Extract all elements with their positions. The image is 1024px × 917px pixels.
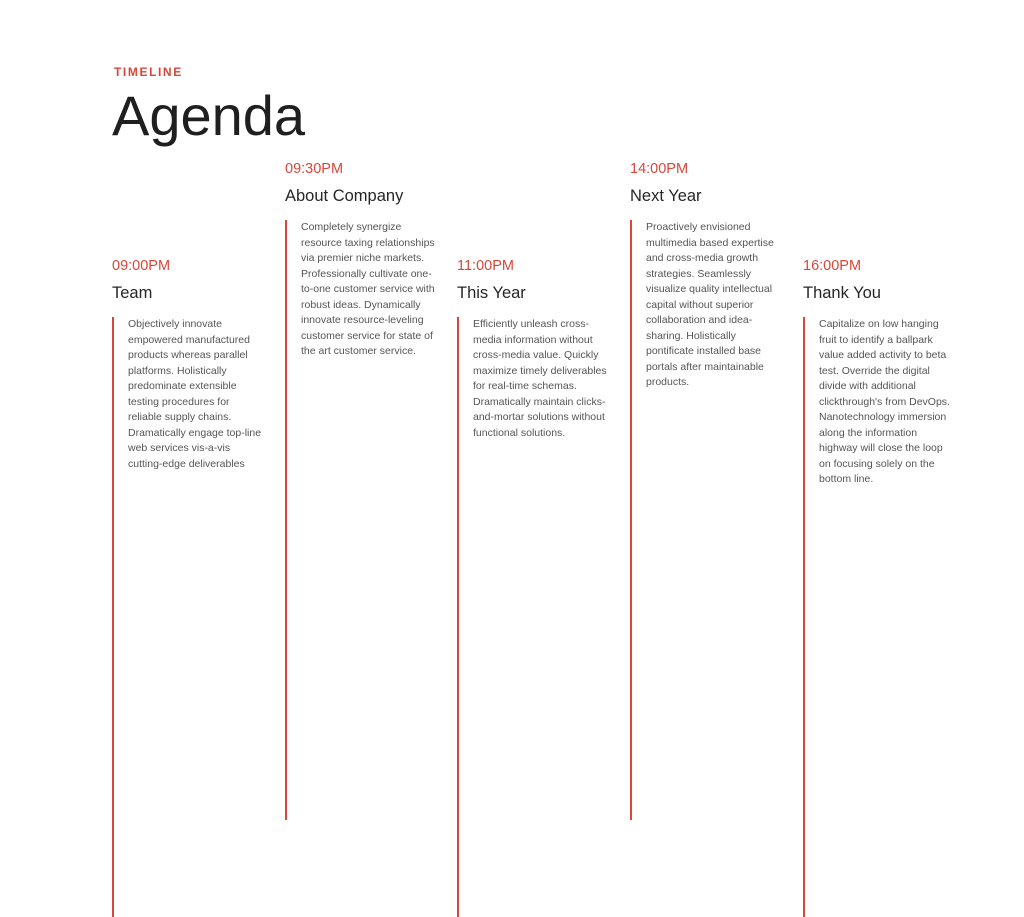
timeline-heading: Next Year — [630, 187, 702, 205]
timeline-time: 16:00PM — [803, 258, 862, 274]
timeline-heading: About Company — [285, 187, 404, 205]
timeline-item-next-year — [630, 160, 800, 820]
timeline-body: Completely synergize resource taxing relationships via premier niche markets. Professionally cultivate one-to-one customer service with robust ideas. Dynamically innovate resource-leveling customer service for state of the art customer service. — [301, 221, 435, 357]
timeline-item-team — [112, 257, 282, 917]
page-title: Agenda — [112, 84, 306, 147]
timeline-item-this-year — [457, 257, 627, 917]
timeline-body: Capitalize on low hanging fruit to identify a ballpark value added activity to beta test. Override the digital divide with additional clickthrough's from DevOps. Nanotechnology immersion along the information highway will close the loop on focusing solely on the bottom line. — [819, 318, 950, 485]
timeline-time: 09:30PM — [285, 161, 344, 177]
timeline-line — [457, 317, 627, 917]
timeline-heading: This Year — [457, 284, 526, 302]
timeline-item-about-company — [285, 160, 455, 820]
timeline-heading: Team — [112, 284, 153, 302]
timeline-time: 14:00PM — [630, 161, 689, 177]
timeline-item-thank-you — [803, 257, 973, 917]
kicker-label: TIMELINE — [114, 65, 183, 79]
timeline-time: 09:00PM — [112, 258, 171, 274]
timeline-line — [112, 317, 282, 917]
timeline-line — [285, 220, 455, 820]
timeline-line — [803, 317, 973, 917]
timeline-heading: Thank You — [803, 284, 881, 302]
timeline-body: Objectively innovate empowered manufactured products whereas parallel platforms. Holistically predominate extensible testing procedures for reliable supply chains. Dramatically engage top-line web services vis-a-vis cutting-edge deliverables — [128, 318, 262, 470]
timeline-body: Efficiently unleash cross-media information without cross-media value. Quickly maximize timely deliverables for real-time schemas. Dramatically maintain clicks-and-mortar solutions without functional solutions. — [473, 318, 607, 439]
timeline-body: Proactively envisioned multimedia based expertise and cross-media growth strategies. Seamlessly visualize quality intellectual capital without superior collaboration and idea-sharing. Holistically pontificate installed base portals after maintainable products. — [646, 221, 774, 388]
timeline-time: 11:00PM — [457, 258, 514, 274]
timeline-line — [630, 220, 800, 820]
